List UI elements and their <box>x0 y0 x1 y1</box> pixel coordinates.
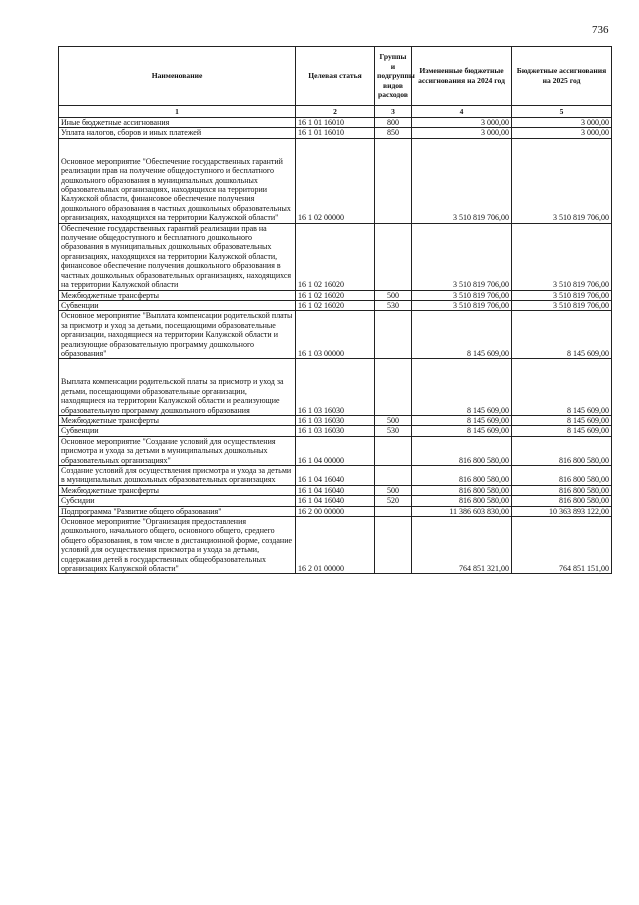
row-amount-2024: 816 800 580,00 <box>412 485 512 495</box>
row-name: Межбюджетные трансферты <box>59 415 296 425</box>
row-group <box>375 138 412 223</box>
row-amount-2024: 8 145 609,00 <box>412 311 512 359</box>
table-row <box>59 426 612 436</box>
column-number-row <box>59 106 612 118</box>
row-amount-2025: 3 000,00 <box>512 118 612 128</box>
header-name: Наименование <box>59 47 296 106</box>
row-amount-2025: 3 000,00 <box>512 128 612 138</box>
row-amount-2025: 8 145 609,00 <box>512 359 612 416</box>
row-amount-2024: 816 800 580,00 <box>412 436 512 465</box>
row-amount-2025: 3 510 819 706,00 <box>512 300 612 310</box>
row-amount-2025: 8 145 609,00 <box>512 426 612 436</box>
row-code: 16 1 03 16030 <box>296 415 375 425</box>
header-groups: Группы и подгруппы видов расходов <box>375 47 412 106</box>
row-amount-2024: 3 000,00 <box>412 118 512 128</box>
row-code: 16 1 01 16010 <box>296 128 375 138</box>
budget-table <box>58 46 612 574</box>
row-group <box>375 466 412 486</box>
table-row <box>59 436 612 465</box>
row-group <box>375 436 412 465</box>
row-name-text: Выплата компенсации родительской платы за присмотр и уход за детьми, посещающими образовательные организации, находящиеся на территории Калужской области и реализующие образовательную программу дошкольного образования <box>61 377 284 415</box>
column-number: 2 <box>296 106 375 118</box>
row-group: 530 <box>375 300 412 310</box>
row-amount-2024: 3 000,00 <box>412 128 512 138</box>
table-row <box>59 415 612 425</box>
column-number: 1 <box>59 106 296 118</box>
row-group: 500 <box>375 485 412 495</box>
table-row <box>59 118 612 128</box>
row-name: Основное мероприятие "Создание условий для осуществления присмотра и ухода за детьми в муниципальных дошкольных образовательных организациях" <box>59 436 296 465</box>
row-name <box>59 138 296 223</box>
row-amount-2025: 816 800 580,00 <box>512 436 612 465</box>
row-name: Иные бюджетные ассигнования <box>59 118 296 128</box>
row-name: Межбюджетные трансферты <box>59 290 296 300</box>
row-name: Подпрограмма "Развитие общего образования" <box>59 506 296 516</box>
row-code: 16 1 03 16030 <box>296 359 375 416</box>
row-amount-2024: 8 145 609,00 <box>412 426 512 436</box>
table-row <box>59 138 612 223</box>
row-group: 530 <box>375 426 412 436</box>
row-amount-2025: 764 851 151,00 <box>512 517 612 574</box>
row-amount-2025: 3 510 819 706,00 <box>512 223 612 290</box>
row-name: Основное мероприятие "Организация предоставления дошкольного, начального общего, основного общего, среднего общего образования, в том числе в дистанционной форме, создание условий для осуществления присмотра и ухода за детьми, содержания детей в государственных общеобразовательных организациях Калужской области" <box>59 517 296 574</box>
row-code: 16 1 04 16040 <box>296 485 375 495</box>
row-group: 850 <box>375 128 412 138</box>
row-amount-2024: 8 145 609,00 <box>412 415 512 425</box>
table-row <box>59 496 612 506</box>
row-code: 16 1 04 00000 <box>296 436 375 465</box>
table-row <box>59 311 612 359</box>
row-amount-2024: 3 510 819 706,00 <box>412 290 512 300</box>
header-amount-2025: Бюджетные ассигнования на 2025 год <box>512 47 612 106</box>
row-code: 16 2 00 00000 <box>296 506 375 516</box>
row-group: 500 <box>375 290 412 300</box>
row-group <box>375 223 412 290</box>
table-row <box>59 300 612 310</box>
row-amount-2024: 8 145 609,00 <box>412 359 512 416</box>
row-name: Субвенции <box>59 426 296 436</box>
row-amount-2024: 11 386 603 830,00 <box>412 506 512 516</box>
header-target: Целевая статья <box>296 47 375 106</box>
row-code: 16 2 01 00000 <box>296 517 375 574</box>
row-name: Создание условий для осуществления присмотра и ухода за детьми в муниципальных дошкольных образовательных организациях <box>59 466 296 486</box>
column-number: 5 <box>512 106 612 118</box>
row-name: Субсидии <box>59 496 296 506</box>
row-code: 16 1 03 00000 <box>296 311 375 359</box>
column-number: 3 <box>375 106 412 118</box>
row-name: Уплата налогов, сборов и иных платежей <box>59 128 296 138</box>
row-amount-2025: 816 800 580,00 <box>512 485 612 495</box>
table-row <box>59 128 612 138</box>
row-amount-2024: 3 510 819 706,00 <box>412 300 512 310</box>
row-name: Субвенции <box>59 300 296 310</box>
page-number: 736 <box>592 24 609 36</box>
header-amount-2024: Измененные бюджетные ассигнования на 2024 год <box>412 47 512 106</box>
row-name: Межбюджетные трансферты <box>59 485 296 495</box>
table-row <box>59 517 612 574</box>
row-group <box>375 359 412 416</box>
row-name: Основное мероприятие "Выплата компенсации родительской платы за присмотр и уход за детьми, посещающими образовательные организации, находящиеся на территории Калужской области и реализующие образовательную программу дошкольного образования" <box>59 311 296 359</box>
table-row <box>59 359 612 416</box>
row-group <box>375 311 412 359</box>
row-amount-2025: 816 800 580,00 <box>512 466 612 486</box>
row-amount-2025: 8 145 609,00 <box>512 415 612 425</box>
row-name: Обеспечение государственных гарантий реализации прав на получение общедоступного и бесплатного дошкольного образования в муниципальных дошкольных образовательных организациях, находящихся на территории Калужской области, финансовое обеспечение получения дошкольного образования в частных дошкольных образовательных организациях, находящихся на территории Калужской области <box>59 223 296 290</box>
row-amount-2025: 8 145 609,00 <box>512 311 612 359</box>
row-code: 16 1 04 16040 <box>296 496 375 506</box>
row-amount-2025: 816 800 580,00 <box>512 496 612 506</box>
row-group <box>375 506 412 516</box>
column-number: 4 <box>412 106 512 118</box>
row-code: 16 1 03 16030 <box>296 426 375 436</box>
row-group: 800 <box>375 118 412 128</box>
row-name-text: Основное мероприятие "Обеспечение государственных гарантий реализации прав на получение общедоступного и бесплатного дошкольного образования в муниципальных дошкольных образовательных организациях, находящихся на территории Калужской области, финансовое обеспечение получения дошкольного образования в частных дошкольных образовательных организациях, находящихся на территории Калужской области" <box>61 156 291 223</box>
row-name <box>59 359 296 416</box>
row-group: 520 <box>375 496 412 506</box>
row-group: 500 <box>375 415 412 425</box>
row-code: 16 1 02 16020 <box>296 300 375 310</box>
row-group <box>375 517 412 574</box>
table-row <box>59 223 612 290</box>
row-amount-2024: 816 800 580,00 <box>412 466 512 486</box>
row-amount-2024: 764 851 321,00 <box>412 517 512 574</box>
row-code: 16 1 02 16020 <box>296 290 375 300</box>
row-code: 16 1 02 16020 <box>296 223 375 290</box>
row-amount-2024: 816 800 580,00 <box>412 496 512 506</box>
row-code: 16 1 01 16010 <box>296 118 375 128</box>
row-amount-2025: 3 510 819 706,00 <box>512 138 612 223</box>
table-row <box>59 485 612 495</box>
table-row <box>59 466 612 486</box>
row-amount-2024: 3 510 819 706,00 <box>412 223 512 290</box>
row-amount-2025: 3 510 819 706,00 <box>512 290 612 300</box>
row-amount-2025: 10 363 893 122,00 <box>512 506 612 516</box>
row-amount-2024: 3 510 819 706,00 <box>412 138 512 223</box>
table-row <box>59 506 612 516</box>
table-row <box>59 290 612 300</box>
table-header-row <box>59 47 612 106</box>
row-code: 16 1 04 16040 <box>296 466 375 486</box>
row-code: 16 1 02 00000 <box>296 138 375 223</box>
